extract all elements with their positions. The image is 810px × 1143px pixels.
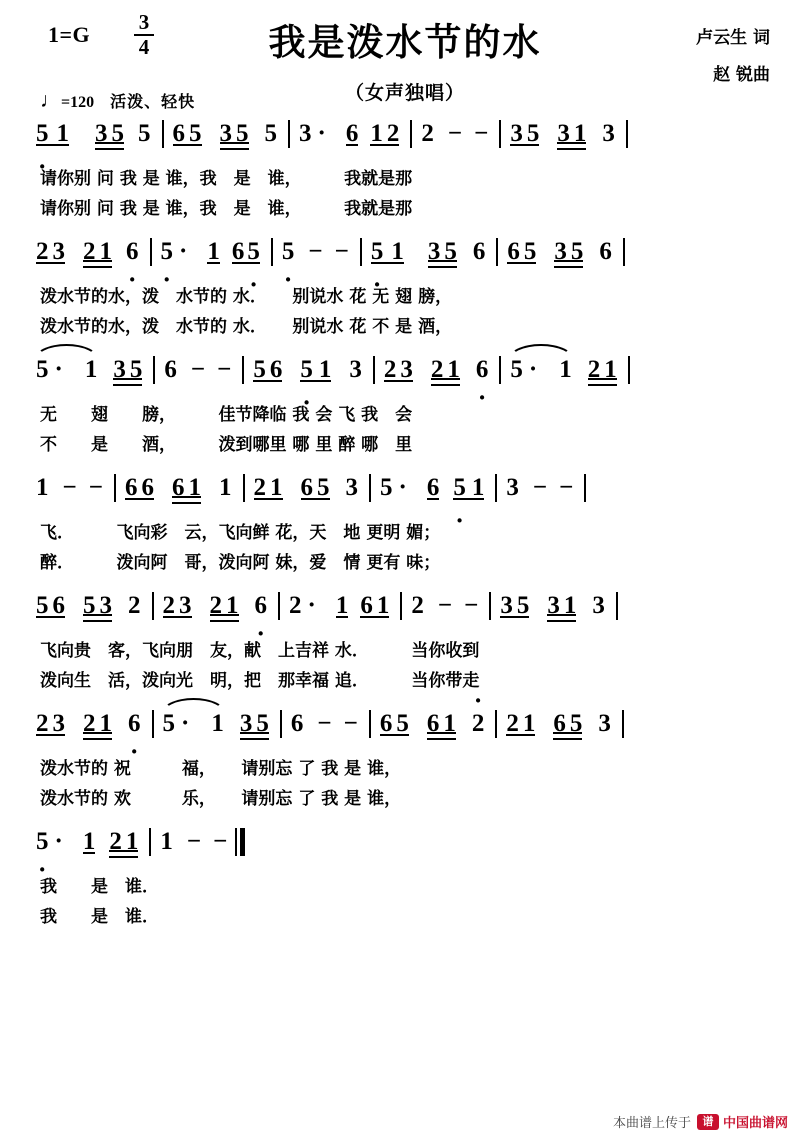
score-header: [0, 0, 810, 120]
notation-row-6: [36, 710, 774, 754]
bar-line: [499, 120, 501, 148]
system-2: [36, 238, 774, 340]
bar-line: [280, 710, 282, 738]
note-group: 5 · 1: [300, 356, 331, 384]
bar-line: [628, 356, 630, 384]
note-group: 2 1: [209, 592, 239, 619]
note-group: 2: [128, 592, 141, 619]
note-group: 6 5 ·: [232, 238, 260, 266]
bar-line: [150, 238, 152, 266]
quarter-note-icon: ♩: [40, 88, 61, 112]
bar-line: [243, 474, 245, 502]
note-group: 6 6: [125, 474, 154, 501]
tempo-value: [40, 88, 94, 113]
note-group: 6 1: [360, 592, 390, 619]
note-group: 6 5: [507, 238, 537, 265]
note-group: 2 ·: [289, 592, 316, 619]
notation-row-3: [36, 356, 774, 400]
note-group: 2 1: [506, 710, 536, 737]
site-logo: [697, 1112, 788, 1131]
lyrics-verse-2: 泼水节的 欢 乐， 请别忘 了 我 是 谁，: [40, 789, 402, 809]
note-group: 3 1: [557, 120, 587, 147]
bar-line: [489, 592, 491, 620]
bar-line: [499, 356, 501, 384]
note-group: 3: [598, 710, 611, 737]
note-group: 5 ·: [380, 474, 407, 501]
lyricist-credit: 卢云生 词: [696, 28, 770, 48]
note-group: 3 5: [95, 120, 124, 147]
note-group: 1: [82, 828, 96, 855]
note-group: 2 3: [36, 238, 65, 265]
note-group: · 2: [472, 710, 485, 738]
system-4: [36, 474, 774, 576]
notation-row-5: [36, 592, 774, 636]
note-group: 2 3: [36, 710, 65, 737]
note-group: 5 6: [253, 356, 283, 383]
note-group: 1: [335, 592, 349, 619]
lyrics-verse-2: 不 是 酒， 泼到哪里 哪 里 醉 哪 里: [40, 435, 413, 455]
bar-line: [626, 120, 628, 148]
lyrics-verse-2: 泼水节的水，泼 水节的 水． 别说水 花 不 是 酒，: [40, 317, 453, 337]
note-group: 2 1: [253, 474, 283, 501]
bar-line: [496, 238, 498, 266]
bar-line: [584, 474, 586, 502]
bar-line: [162, 120, 164, 148]
note-group: 2 3: [383, 356, 413, 383]
note-group: 6 − −: [164, 356, 232, 383]
note-group: 6 − −: [290, 710, 358, 737]
notation-row-2: [36, 238, 774, 282]
note-group: 5 · 1: [36, 120, 69, 148]
style-marking: 活泼、轻快: [110, 92, 196, 111]
note-group: 6 ·: [128, 710, 141, 738]
system-7: [36, 828, 774, 930]
site-name: 中国曲谱网: [722, 1116, 788, 1131]
final-barline: [235, 828, 248, 856]
bar-line: [278, 592, 280, 620]
note-group: 3: [349, 356, 362, 383]
note-group: 6 5: [172, 120, 202, 147]
note-group: 2 − −: [421, 120, 489, 147]
bar-line: [616, 592, 618, 620]
system-6: [36, 710, 774, 812]
footer-credit-text: 本曲谱上传于: [612, 1116, 691, 1131]
bar-line: [271, 238, 273, 266]
note-group: 3: [592, 592, 605, 619]
note-group: 3 1: [547, 592, 577, 619]
note-group: 6: [472, 238, 486, 265]
bar-line: [152, 592, 154, 620]
lyrics-verse-1: 无 翅 膀， 佳节降临 我 会 飞 我 会: [40, 405, 413, 425]
page-title: 我是泼水节的水: [268, 21, 542, 64]
note-group: 3 5: [427, 238, 457, 265]
notation-row-1: [36, 120, 774, 164]
note-group: 6: [599, 238, 612, 265]
note-group: 5 6: [36, 592, 65, 619]
bar-line: [400, 592, 402, 620]
note-group: 2 1: [109, 828, 139, 855]
composer-credit: 赵 锐曲: [713, 65, 770, 86]
note-group: 6 5: [300, 474, 330, 501]
note-group: 2 1: [83, 710, 112, 737]
footer-watermark: [613, 1112, 788, 1131]
time-signature-denominator: 4: [138, 35, 150, 60]
key-signature: 1=G: [48, 22, 91, 47]
bar-line: [622, 710, 624, 738]
note-group: 3 5: [510, 120, 540, 147]
bar-line: [152, 710, 154, 738]
lyrics-verse-1: 飞向贵 客，飞向朋 友，献 上吉祥 水． 当你收到: [40, 641, 480, 661]
note-group: 1: [207, 238, 220, 265]
note-group: 3 − −: [506, 474, 574, 501]
lyrics-verse-1: 泼水节的水，泼 水节的 水． 别说水 花 无 翅 膀，: [40, 287, 453, 307]
bar-line: [495, 474, 497, 502]
note-group: 1: [219, 474, 232, 501]
bar-line: [373, 356, 375, 384]
note-group: 6 ·: [476, 356, 489, 384]
note-group: 5: [264, 120, 277, 147]
note-group: 6 ·: [255, 592, 268, 620]
lyrics-verse-1: 泼水节的 祝 福， 请别忘 了 我 是 谁，: [40, 759, 402, 779]
bar-line: [360, 238, 362, 266]
lyrics-verse-1: 请你别 问 我 是 谁，我 是 谁， 我就是那: [40, 169, 413, 189]
note-group: 5 · ·: [161, 238, 188, 266]
note-group: 6 5: [379, 710, 409, 737]
note-group: 2 1: [83, 238, 112, 265]
note-group: 3: [602, 120, 615, 147]
note-group-slur: 5 · 1: [162, 710, 224, 737]
lyrics-verse-2: 请你别 问 我 是 谁，我 是 谁， 我就是那: [40, 199, 413, 219]
note-group: 5 3: [83, 592, 112, 619]
lyrics-verse-2: 醉． 泼向阿 哥，泼向阿 妹，爱 情 更有 味；: [40, 553, 441, 573]
note-group: 2 3: [162, 592, 192, 619]
bar-line: [495, 710, 497, 738]
credits: [696, 20, 770, 95]
lyrics-verse-1: 飞． 飞向彩 云，飞向鲜 花，天 地 更明 媚；: [40, 523, 441, 543]
bar-line: [114, 474, 116, 502]
time-signature-numerator: 3: [138, 10, 150, 34]
note-group: 5 · 1: [453, 474, 484, 502]
system-5: [36, 592, 774, 694]
bar-line: [149, 828, 151, 856]
note-group: 2 1: [430, 356, 460, 383]
note-group-slur: 5 · 1: [510, 356, 572, 383]
note-group: 6 ·: [126, 238, 139, 266]
note-group: 3 5: [113, 356, 143, 383]
note-group: 2 1: [587, 356, 617, 383]
note-group: 1 − −: [160, 828, 228, 855]
tempo-bpm: =120: [61, 94, 95, 111]
bar-line: [153, 356, 155, 384]
bar-line: [288, 120, 290, 148]
system-1: [36, 120, 774, 222]
music-systems: [0, 120, 810, 930]
bar-line: [623, 238, 625, 266]
lyrics-verse-1: 我 是 谁．: [40, 877, 159, 897]
bar-line: [369, 474, 371, 502]
bar-line: [242, 356, 244, 384]
bar-line: [369, 710, 371, 738]
note-group: 6 1: [172, 474, 201, 501]
note-group: 3 5: [239, 710, 269, 737]
note-group: 5 · 1: [371, 238, 404, 266]
logo-mark-icon: 谱: [697, 1114, 719, 1130]
note-group: 6: [426, 474, 440, 501]
note-group: 1 − −: [36, 474, 103, 501]
lyrics-verse-2: 泼向生 活，泼向光 明，把 那幸福 追． 当你带走: [40, 671, 480, 691]
note-group: 3 5: [219, 120, 249, 147]
note-group: 3 ·: [299, 120, 326, 147]
notation-row-7: [36, 828, 774, 872]
tempo-marking: [40, 88, 195, 113]
note-group: 5 · − −: [282, 238, 349, 266]
note-group: 3: [345, 474, 358, 501]
note-group: 6 1: [426, 710, 456, 737]
performance-note: （女声独唱）: [344, 82, 465, 104]
note-group: 5: [138, 120, 151, 147]
notation-row-4: [36, 474, 774, 518]
bar-line: [410, 120, 412, 148]
note-group: 3 5: [554, 238, 584, 265]
note-group-slur: 5 · 1: [36, 356, 98, 383]
note-group: 6 5: [553, 710, 583, 737]
note-group: 2 − −: [411, 592, 479, 619]
note-group: 6: [345, 120, 359, 147]
note-group: 3 5: [500, 592, 530, 619]
system-3: [36, 356, 774, 458]
lyrics-verse-2: 我 是 谁．: [40, 907, 159, 927]
note-group: 1 2: [370, 120, 400, 147]
note-group: 5 · ·: [36, 828, 63, 856]
